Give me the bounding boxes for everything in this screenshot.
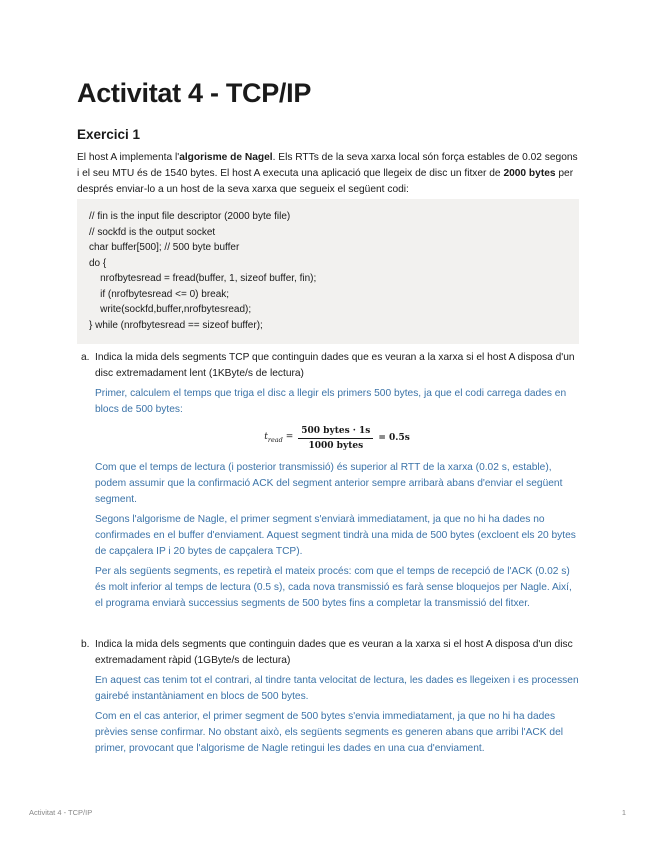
footer-title: Activitat 4 - TCP/IP bbox=[29, 808, 93, 817]
question-b bbox=[77, 637, 579, 757]
answer-paragraph: Com que el temps de lectura (i posterior transmissió) és superior al RTT de la xarxa (0.02 s, estable), podem assumir que la confirmació ACK del segment anterior sempre arribarà abans d'enviar el següent segment. bbox=[95, 462, 563, 505]
answer-paragraph: Com en el cas anterior, el primer segment de 500 bytes s'envia immediatament, ja que no hi ha dades prèvies sense confirmar. No obstant això, els següents segments es generen abans que arribi l'ACK del primer, provocant que l'algorisme de Nagle retingui les dades en una cua d'enviament. bbox=[95, 711, 563, 754]
code-line: // sockfd is the output socket bbox=[89, 226, 216, 238]
page-title: Activitat 4 - TCP/IP bbox=[77, 78, 312, 108]
code-line: do { bbox=[89, 257, 107, 269]
question-marker: a. bbox=[81, 352, 90, 363]
code-block bbox=[77, 199, 579, 344]
intro-text-3: per després enviar-lo a un host de la seva xarxa que segueix el següent codi: bbox=[77, 168, 574, 195]
code-line: if (nrofbytesread <= 0) break; bbox=[89, 288, 230, 300]
answer-paragraph: Segons l'algorisme de Nagle, el primer segment s'enviarà immediatament, ja que no hi ha dades no confirmades en el buffer d'enviament. Aquest segment tindrà una mida de 500 bytes (excloent els 20 bytes de capçalera IP i 20 bytes de capçalera TCP). bbox=[95, 514, 576, 557]
intro-text-2: . Els RTTs de la seva xarxa local són força estables de 0.02 segons i el seu MTU és de 1540 bytes. El host A executa una aplicació que llegeix de disc un fitxer de bbox=[77, 152, 578, 179]
formula-variable: t bbox=[264, 432, 268, 443]
question-a bbox=[77, 350, 579, 612]
intro-bold-size: 2000 bytes bbox=[503, 168, 556, 179]
intro-bold-nagel: algorisme de Nagel bbox=[179, 152, 273, 163]
formula-numerator: 500 bytes · 1s bbox=[298, 426, 373, 439]
answer-paragraph: Primer, calculem el temps que triga el disc a llegir els primers 500 bytes, ja que el codi carrega dades en blocs de 500 bytes: bbox=[95, 388, 567, 415]
footer-page-number: 1 bbox=[621, 808, 626, 817]
code-line: } while (nrofbytesread == sizeof buffer); bbox=[89, 319, 263, 331]
formula-result: = 0.5s bbox=[378, 433, 410, 443]
intro-text-1: El host A implementa l' bbox=[77, 152, 180, 163]
code-line: nrofbytesread = fread(buffer, 1, sizeof buffer, fin); bbox=[89, 273, 317, 284]
exercise-heading: Exercici 1 bbox=[77, 127, 141, 142]
formula-lhs: $t_{read}$ = bbox=[264, 432, 294, 444]
code-line: write(sockfd,buffer,nrofbytesread); bbox=[89, 304, 252, 315]
code-line: // fin is the input file descriptor (2000 byte file) bbox=[89, 211, 291, 222]
question-marker: b. bbox=[81, 639, 90, 650]
formula-fraction bbox=[298, 426, 373, 451]
question-text: Indica la mida dels segments que continguin dades que es veuran a la xarxa si el host A disposa d'un disc extremadament ràpid (1GByte/s de lectura) bbox=[95, 639, 573, 666]
formula-denominator: 1000 bytes bbox=[308, 440, 364, 451]
question-text: Indica la mida dels segments TCP que continguin dades que es veuran a la xarxa si el host A disposa d'un disc extremadament lent (1KByte/s de lectura) bbox=[95, 352, 575, 379]
read-time-formula bbox=[95, 420, 579, 456]
answer-paragraph: Per als següents segments, es repetirà el mateix procés: com que el temps de recepció de l'ACK (0.02 s) és molt inferior al temps de lectura (0.5 s), cada nova transmissió es farà sense bloquejos per Nagle. Així, el programa enviarà successius segments de 500 bytes fins a completar la transmissió del fitxer. bbox=[95, 566, 572, 609]
code-line: char buffer[500]; // 500 byte buffer bbox=[89, 242, 240, 253]
answer-paragraph: En aquest cas tenim tot el contrari, al tindre tanta velocitat de lectura, les dades es llegeixen i es processen gairebé instantàniament en blocs de 500 bytes. bbox=[95, 675, 579, 702]
exercise-intro bbox=[77, 150, 579, 198]
formula-subscript: read bbox=[267, 435, 283, 444]
